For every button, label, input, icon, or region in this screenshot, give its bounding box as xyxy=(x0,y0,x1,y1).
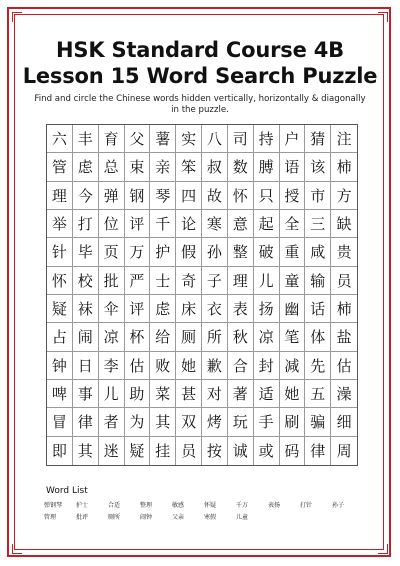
word-list-item: 管理 xyxy=(44,514,57,521)
grid-cell[interactable]: 重 xyxy=(280,238,306,266)
grid-cell[interactable]: 奇 xyxy=(176,267,202,295)
grid-cell[interactable]: 冒 xyxy=(47,408,73,436)
grid-cell[interactable]: 钢 xyxy=(125,182,151,210)
grid-cell[interactable]: 意 xyxy=(228,210,254,238)
grid-cell[interactable]: 律 xyxy=(73,408,99,436)
grid-cell[interactable]: 挂 xyxy=(150,437,176,465)
word-list-item: 孙子 xyxy=(332,502,345,509)
grid-cell[interactable]: 即 xyxy=(47,437,73,465)
grid-cell[interactable]: 适 xyxy=(254,380,280,408)
grid-cell[interactable]: 寒 xyxy=(202,210,228,238)
word-list-item: 合适 xyxy=(108,502,121,509)
grid-cell[interactable]: 烤 xyxy=(202,408,228,436)
word-list-item: 儿童 xyxy=(236,514,249,521)
grid-cell[interactable]: 刷 xyxy=(280,408,306,436)
grid-cell[interactable]: 猜 xyxy=(305,125,331,153)
grid-cell[interactable]: 故 xyxy=(202,182,228,210)
grid-cell[interactable]: 码 xyxy=(280,437,306,465)
grid-cell[interactable]: 子 xyxy=(202,267,228,295)
grid-cell[interactable]: 总 xyxy=(99,153,125,181)
grid-cell[interactable]: 虑 xyxy=(150,295,176,323)
grid-cell[interactable]: 事 xyxy=(73,380,99,408)
grid-cell[interactable]: 笔 xyxy=(280,323,306,351)
grid-cell[interactable]: 护 xyxy=(150,238,176,266)
grid-cell[interactable]: 疑 xyxy=(47,295,73,323)
grid-cell[interactable]: 毕 xyxy=(73,238,99,266)
grid-cell[interactable]: 论 xyxy=(176,210,202,238)
grid-cell[interactable]: 日 xyxy=(73,352,99,380)
grid-cell[interactable]: 膊 xyxy=(254,153,280,181)
word-list-item: 表扬 xyxy=(268,502,281,509)
word-list-item: 怀疑 xyxy=(204,502,217,509)
grid-cell[interactable]: 笨 xyxy=(176,153,202,181)
grid-cell[interactable]: 校 xyxy=(73,267,99,295)
grid-cell[interactable]: 万 xyxy=(125,238,151,266)
grid-cell[interactable]: 体 xyxy=(305,323,331,351)
grid-cell[interactable]: 占 xyxy=(47,323,73,351)
grid-cell[interactable]: 六 xyxy=(47,125,73,153)
grid-cell[interactable]: 袜 xyxy=(73,295,99,323)
grid-cell[interactable]: 孙 xyxy=(202,238,228,266)
grid-cell[interactable]: 打 xyxy=(73,210,99,238)
grid-cell[interactable]: 其 xyxy=(73,437,99,465)
grid-cell[interactable]: 贵 xyxy=(331,238,357,266)
grid-cell[interactable]: 弹 xyxy=(99,182,125,210)
grid-cell[interactable]: 疑 xyxy=(125,437,151,465)
grid-cell[interactable]: 厕 xyxy=(176,323,202,351)
grid-cell[interactable]: 甚 xyxy=(176,380,202,408)
grid-cell[interactable]: 柿 xyxy=(331,153,357,181)
grid-cell[interactable]: 千 xyxy=(150,210,176,238)
grid-cell[interactable]: 批 xyxy=(99,267,125,295)
grid-cell[interactable]: 语 xyxy=(280,153,306,181)
grid-cell[interactable]: 五 xyxy=(305,380,331,408)
grid-cell[interactable]: 理 xyxy=(47,182,73,210)
grid-cell[interactable]: 估 xyxy=(125,352,151,380)
grid-cell[interactable]: 缺 xyxy=(331,210,357,238)
title-line-1: HSK Standard Course 4B xyxy=(56,38,344,62)
grid-cell[interactable]: 周 xyxy=(336,442,352,461)
word-list-title: Word List xyxy=(46,486,88,496)
grid-cell[interactable]: 针 xyxy=(47,238,73,266)
grid-cell[interactable]: 伞 xyxy=(99,295,125,323)
grid-cell[interactable]: 儿 xyxy=(99,380,125,408)
grid-cell[interactable]: 扬 xyxy=(254,295,280,323)
grid-cell[interactable]: 亲 xyxy=(150,153,176,181)
grid-cell[interactable]: 司 xyxy=(228,125,254,153)
grid-cell[interactable]: 李 xyxy=(99,352,125,380)
grid-cell[interactable]: 啤 xyxy=(47,380,73,408)
grid-cell[interactable]: 或 xyxy=(254,437,280,465)
grid-cell[interactable]: 柿 xyxy=(331,295,357,323)
grid-cell[interactable]: 著 xyxy=(228,380,254,408)
grid-cell[interactable]: 怀 xyxy=(228,182,254,210)
grid-cell[interactable]: 澡 xyxy=(331,380,357,408)
grid-cell[interactable]: 衣 xyxy=(202,295,228,323)
grid-cell[interactable]: 为 xyxy=(125,408,151,436)
grid-cell[interactable]: 虑 xyxy=(73,153,99,181)
grid-cell[interactable]: 合 xyxy=(228,352,254,380)
grid-cell[interactable]: 理 xyxy=(228,267,254,295)
grid-cell[interactable]: 双 xyxy=(176,408,202,436)
grid-cell[interactable]: 方 xyxy=(331,182,357,210)
grid-cell[interactable]: 诚 xyxy=(228,437,254,465)
word-list-item: 敏感 xyxy=(172,502,185,509)
word-list-item: 弹钢琴 xyxy=(44,502,63,509)
title-line-2: Lesson 15 Word Search Puzzle xyxy=(22,64,378,88)
grid-cell[interactable]: 丰 xyxy=(73,125,99,153)
grid-cell[interactable]: 员 xyxy=(176,437,202,465)
grid-cell[interactable]: 迷 xyxy=(99,437,125,465)
word-list-item: 父亲 xyxy=(172,514,185,521)
grid-cell[interactable]: 手 xyxy=(254,408,280,436)
grid-cell[interactable]: 举 xyxy=(47,210,73,238)
grid-cell[interactable]: 对 xyxy=(202,380,228,408)
grid-cell[interactable]: 玩 xyxy=(228,408,254,436)
grid-cell[interactable]: 页 xyxy=(99,238,125,266)
grid-cell[interactable]: 八 xyxy=(202,125,228,153)
corner-ornament-top-left xyxy=(9,9,29,29)
grid-cell[interactable]: 助 xyxy=(125,380,151,408)
grid-cell[interactable]: 持 xyxy=(254,125,280,153)
grid-cell[interactable]: 封 xyxy=(254,352,280,380)
grid-cell[interactable]: 实 xyxy=(176,125,202,153)
grid-cell[interactable]: 细 xyxy=(331,408,357,436)
word-list-item: 闹钟 xyxy=(140,514,153,521)
grid-cell[interactable]: 位 xyxy=(99,210,125,238)
grid-cell[interactable]: 假 xyxy=(176,238,202,266)
grid-cell[interactable]: 评 xyxy=(125,295,151,323)
grid-cell[interactable]: 所 xyxy=(202,323,228,351)
word-list xyxy=(44,500,364,524)
grid-cell[interactable]: 育 xyxy=(99,125,125,153)
word-list-item: 千万 xyxy=(236,502,249,509)
grid-cell[interactable]: 败 xyxy=(150,352,176,380)
grid-cell[interactable]: 盐 xyxy=(331,323,357,351)
grid-cell[interactable]: 整 xyxy=(228,238,254,266)
grid-cell[interactable]: 凉 xyxy=(99,323,125,351)
grid-cell[interactable]: 钟 xyxy=(47,352,73,380)
grid-cell[interactable]: 评 xyxy=(125,210,151,238)
grid-cell[interactable]: 全 xyxy=(280,210,306,238)
word-list-item: 厕所 xyxy=(108,514,121,521)
grid-cell[interactable]: 员 xyxy=(331,267,357,295)
corner-ornament-bottom-right xyxy=(371,537,391,557)
grid-cell[interactable]: 减 xyxy=(280,352,306,380)
grid-cell[interactable]: 士 xyxy=(150,267,176,295)
word-list-item: 整理 xyxy=(140,502,153,509)
grid-cell[interactable]: 严 xyxy=(125,267,151,295)
grid-cell[interactable]: 话 xyxy=(305,295,331,323)
grid-cell[interactable]: 菜 xyxy=(150,380,176,408)
grid-cell[interactable]: 先 xyxy=(305,352,331,380)
grid-cell[interactable]: 该 xyxy=(305,153,331,181)
word-list-item: 护士 xyxy=(76,502,89,509)
grid-cell[interactable]: 估 xyxy=(331,352,357,380)
word-list-item: 批评 xyxy=(76,514,89,521)
grid-cell[interactable]: 四 xyxy=(176,182,202,210)
grid-cell[interactable]: 授 xyxy=(280,182,306,210)
grid-cell[interactable]: 表 xyxy=(228,295,254,323)
grid-cell[interactable]: 律 xyxy=(305,437,331,465)
puzzle-grid xyxy=(46,124,358,466)
word-list-item: 打针 xyxy=(300,502,313,509)
grid-cell[interactable]: 骗 xyxy=(305,408,331,436)
grid-cell[interactable]: 市 xyxy=(305,182,331,210)
grid-cell[interactable]: 薯 xyxy=(150,125,176,153)
grid-cell[interactable]: 破 xyxy=(254,238,280,266)
corner-ornament-bottom-left xyxy=(9,537,29,557)
grid-cell[interactable]: 父 xyxy=(125,125,151,153)
grid-cell[interactable]: 按 xyxy=(202,437,228,465)
grid-cell[interactable]: 束 xyxy=(125,153,151,181)
grid-cell[interactable]: 琴 xyxy=(150,182,176,210)
grid-cell[interactable]: 叔 xyxy=(202,153,228,181)
grid-cell[interactable]: 她 xyxy=(280,380,306,408)
grid-cell[interactable]: 她 xyxy=(176,352,202,380)
grid-cell[interactable]: 起 xyxy=(254,210,280,238)
grid-cell[interactable]: 怀 xyxy=(47,267,73,295)
grid-cell[interactable]: 输 xyxy=(305,267,331,295)
grid-cell[interactable]: 幽 xyxy=(280,295,306,323)
grid-cell[interactable]: 者 xyxy=(99,408,125,436)
grid-cell[interactable]: 其 xyxy=(150,408,176,436)
grid-cell[interactable]: 数 xyxy=(228,153,254,181)
grid-cell[interactable]: 只 xyxy=(254,182,280,210)
grid-cell[interactable]: 儿 xyxy=(254,267,280,295)
instructions: Find and circle the Chinese words hidden vertically, horizontally & diagonally in the puzzle. xyxy=(34,94,366,115)
grid-cell[interactable]: 闹 xyxy=(73,323,99,351)
grid-cell[interactable]: 歉 xyxy=(202,352,228,380)
grid-cell[interactable]: 咸 xyxy=(305,238,331,266)
corner-ornament-top-right xyxy=(371,9,391,29)
word-list-item: 寒假 xyxy=(204,514,217,521)
grid-cell[interactable]: 注 xyxy=(331,125,357,153)
grid-cell[interactable]: 管 xyxy=(47,153,73,181)
grid-cell[interactable]: 给 xyxy=(150,323,176,351)
grid-cell[interactable]: 户 xyxy=(280,125,306,153)
grid-cell[interactable]: 杯 xyxy=(125,323,151,351)
grid-cell[interactable]: 三 xyxy=(305,210,331,238)
grid-cell[interactable]: 童 xyxy=(280,267,306,295)
grid-cell[interactable]: 床 xyxy=(176,295,202,323)
grid-cell[interactable]: 凉 xyxy=(254,323,280,351)
grid-cell[interactable]: 秋 xyxy=(228,323,254,351)
grid-cell[interactable]: 今 xyxy=(73,182,99,210)
